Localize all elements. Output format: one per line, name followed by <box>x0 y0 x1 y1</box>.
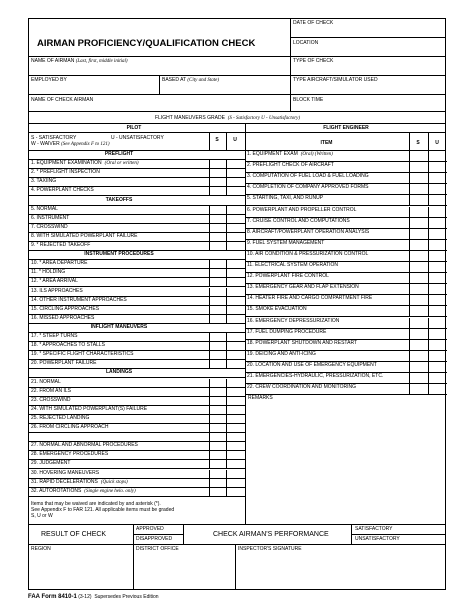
row-label: 15. CIRCLING APPROACHES <box>31 305 100 312</box>
section-heading-label: LANDINGS <box>105 369 133 376</box>
section-heading-label: INFLIGHT MANEUVERS <box>90 323 148 330</box>
legend-waiver: W - WAIVER (See Appendix F to 121) <box>31 141 110 147</box>
grade-u-cell[interactable] <box>226 224 246 233</box>
grade-s-cell[interactable] <box>209 406 227 415</box>
row-label: 2. * PREFLIGHT INSPECTION <box>31 169 100 176</box>
section-heading-label: TAKEOFFS <box>105 196 133 203</box>
remarks-field[interactable] <box>246 402 446 524</box>
grade-s-cell[interactable] <box>409 162 429 173</box>
waiver-note-2: See Appendix F to FAR 121. All applicable items must be graded <box>31 507 175 513</box>
unsatisfactory-option[interactable]: UNSATISFACTORY <box>355 536 400 542</box>
row-hint: (Oral or written) <box>104 161 139 167</box>
grade-u-cell[interactable] <box>226 460 246 469</box>
grade-s-cell[interactable] <box>209 206 227 215</box>
based-at-label: BASED AT (City and State) <box>162 77 220 83</box>
grade-s-cell[interactable] <box>209 333 227 342</box>
row-label: 25. REJECTED LANDING <box>31 414 90 421</box>
grade-u-cell[interactable] <box>226 333 246 342</box>
grade-s-cell[interactable] <box>209 224 227 233</box>
grade-u-cell[interactable] <box>428 295 448 306</box>
table-row <box>245 184 447 195</box>
row-label: 19. * SPECIFIC FLIGHT CHARACTERISTICS <box>31 351 134 358</box>
grade-s-cell[interactable] <box>209 488 227 497</box>
row-label: 10. * AREA DEPARTURE <box>31 260 88 267</box>
grade-line: FLIGHT MANEUVERS GRADE (S - Satisfactory U - Unsatisfactory) <box>155 115 301 121</box>
grade-s-cell[interactable] <box>409 195 429 206</box>
table-row <box>245 262 447 273</box>
grade-s-cell[interactable] <box>209 360 227 369</box>
row-label: 16. MISSED APPROACHES <box>31 314 95 321</box>
table-row <box>245 284 447 295</box>
grade-u-cell[interactable] <box>226 470 246 479</box>
row-label: 1. EQUIPMENT EXAMINATION <box>31 160 102 167</box>
section-heading <box>29 251 245 260</box>
table-row <box>245 273 447 284</box>
grade-s-cell[interactable] <box>209 178 227 187</box>
table-row <box>29 333 245 342</box>
table-row <box>29 224 245 233</box>
location-label: LOCATION <box>293 40 319 46</box>
table-row <box>245 329 447 340</box>
pilot-heading: PILOT <box>126 125 142 131</box>
grade-u-cell[interactable] <box>428 318 448 329</box>
row-label: 19. DEICING AND ANTI-ICING <box>247 350 316 357</box>
grade-s-cell[interactable] <box>209 442 227 451</box>
grade-s-cell[interactable] <box>409 306 429 317</box>
grade-s-cell[interactable] <box>409 240 429 251</box>
row-label: 31. RAPID DECELERATIONS <box>31 478 98 485</box>
grade-u-cell[interactable] <box>226 233 246 242</box>
grade-s-cell[interactable] <box>209 242 227 251</box>
grade-s-cell[interactable] <box>209 260 227 269</box>
grade-u-cell[interactable] <box>428 329 448 340</box>
row-label: 8. WITH SIMULATED POWERPLANT FAILURE <box>31 232 138 239</box>
grade-u-cell[interactable] <box>428 351 448 362</box>
row-label: 12. * AREA ARRIVAL <box>31 278 78 285</box>
inspector-signature-field[interactable] <box>236 552 446 589</box>
row-label: 12. POWERPLANT FIRE CONTROL <box>247 273 329 280</box>
grade-u-cell[interactable] <box>428 184 448 195</box>
grade-u-cell[interactable] <box>226 297 246 306</box>
engineer-col-u: U <box>435 140 439 146</box>
grade-u-cell[interactable] <box>226 288 246 297</box>
grade-s-cell[interactable] <box>409 262 429 273</box>
table-row <box>29 187 245 196</box>
grade-s-cell[interactable] <box>409 340 429 351</box>
grade-s-cell[interactable] <box>209 433 227 442</box>
row-label: 30. HOVERING MANEUVERS <box>31 469 100 476</box>
table-row <box>29 215 245 224</box>
table-row <box>29 379 245 388</box>
district-office-label: DISTRICT OFFICE <box>136 546 179 552</box>
satisfactory-option[interactable]: SATISFACTORY <box>355 526 393 532</box>
row-label: 7. CRUISE CONTROL AND COMPUTATIONS <box>247 217 350 224</box>
grade-s-cell[interactable] <box>209 297 227 306</box>
remarks-label: REMARKS <box>248 395 273 401</box>
grade-s-cell[interactable] <box>209 187 227 196</box>
table-row <box>29 178 245 187</box>
grade-s-cell[interactable] <box>209 288 227 297</box>
row-label: 7. CROSSWIND <box>31 223 68 230</box>
table-row <box>245 373 447 384</box>
table-row <box>245 218 447 229</box>
engineer-col-item: ITEM <box>320 140 333 146</box>
row-label: 17. * STEEP TURNS <box>31 333 78 339</box>
row-label: 21. NORMAL <box>31 378 61 385</box>
row-label: 28. EMERGENCY PROCEDURES <box>31 451 109 458</box>
form-title: AIRMAN PROFICIENCY/QUALIFICATION CHECK <box>37 38 256 49</box>
grade-u-cell[interactable] <box>428 273 448 284</box>
grade-s-cell[interactable] <box>209 379 227 388</box>
table-row <box>29 297 245 306</box>
grade-s-cell[interactable] <box>209 160 227 169</box>
grade-u-cell[interactable] <box>226 187 246 196</box>
table-row <box>29 351 245 360</box>
row-label: 6. POWERPLANT AND PROPELLER CONTROL <box>247 206 357 213</box>
grade-u-cell[interactable] <box>226 278 246 287</box>
row-label: 3. TAXIING <box>31 178 57 185</box>
row-label: 14. OTHER INSTRUMENT APPROACHES <box>31 296 127 303</box>
grade-s-cell[interactable] <box>209 451 227 460</box>
grade-u-cell[interactable] <box>428 284 448 295</box>
grade-u-cell[interactable] <box>226 160 246 169</box>
inspector-signature-label: INSPECTOR'S SIGNATURE <box>238 546 302 552</box>
grade-s-cell[interactable] <box>209 397 227 406</box>
type-of-check-label: TYPE OF CHECK <box>293 58 334 64</box>
table-row <box>245 340 447 351</box>
table-row <box>29 397 245 406</box>
result-of-check-label: RESULT OF CHECK <box>41 531 107 538</box>
name-of-airman-label: NAME OF AIRMAN (Last, first, middle initial) <box>31 58 128 64</box>
section-heading <box>29 324 245 333</box>
date-of-check-label: DATE OF CHECK <box>293 20 334 26</box>
row-label: 11. ELECTRICAL SYSTEM OPERATION <box>247 262 339 268</box>
table-row <box>245 151 447 162</box>
name-of-check-airman-label: NAME OF CHECK AIRMAN <box>31 97 94 103</box>
grade-u-cell[interactable] <box>226 351 246 360</box>
row-label: 4. COMPLETION OF COMPANY APPROVED FORMS <box>247 184 369 191</box>
row-label: 9. FUEL SYSTEM MANAGEMENT <box>247 239 325 246</box>
table-row <box>29 206 245 215</box>
legend-satisfactory: S - SATISFACTORY <box>31 135 77 141</box>
grade-s-cell[interactable] <box>409 184 429 195</box>
table-row <box>29 315 245 324</box>
grade-u-cell[interactable] <box>226 397 246 406</box>
grade-u-cell[interactable] <box>428 262 448 273</box>
table-row <box>29 488 245 497</box>
table-row <box>29 269 245 278</box>
grade-u-cell[interactable] <box>226 306 246 315</box>
grade-u-cell[interactable] <box>226 415 246 424</box>
grade-u-cell[interactable] <box>428 173 448 184</box>
grade-s-cell[interactable] <box>409 284 429 295</box>
grade-s-cell[interactable] <box>409 151 429 162</box>
table-row <box>245 362 447 373</box>
row-label: 32. AUTOROTATIONS <box>31 487 82 494</box>
grade-u-cell[interactable] <box>428 240 448 251</box>
grade-s-cell[interactable] <box>209 269 227 278</box>
table-row <box>245 229 447 240</box>
table-row <box>29 388 245 397</box>
table-row <box>29 260 245 269</box>
grade-s-cell[interactable] <box>409 207 429 218</box>
row-label: 3. COMPUTATION OF FUEL LOAD & FUEL LOADING <box>247 173 369 180</box>
table-row <box>29 415 245 424</box>
table-row <box>29 306 245 315</box>
table-row <box>29 233 245 242</box>
row-label: 29. JUDGEMENT <box>31 460 71 467</box>
grade-s-cell[interactable] <box>409 351 429 362</box>
section-heading-label: PREFLIGHT <box>104 151 134 157</box>
grade-u-cell[interactable] <box>226 424 246 433</box>
section-heading-label: INSTRUMENT PROCEDURES <box>84 251 154 258</box>
grade-s-cell[interactable] <box>409 218 429 229</box>
pilot-col-s: S <box>215 137 219 143</box>
row-label: 8. AIRCRAFT/POWERPLANT OPERATION ANALYSIS <box>247 228 370 235</box>
row-label: 21. EMERGENCIES-HYDRAULIC, PRESSURIZATION, ETC. <box>247 373 384 379</box>
waiver-note-3: S, U or W <box>31 513 53 519</box>
grade-u-cell[interactable] <box>226 206 246 215</box>
region-label: REGION <box>31 546 51 552</box>
grade-s-cell[interactable] <box>209 470 227 479</box>
row-label: 27. NORMAL AND ABNORMAL PROCEDURES <box>31 442 138 449</box>
grade-u-cell[interactable] <box>428 340 448 351</box>
table-row <box>29 242 245 251</box>
block-time-label: BLOCK TIME <box>293 97 324 103</box>
row-label: 24. WITH SIMULATED POWERPLANT(S) FAILURE <box>31 405 148 412</box>
table-row <box>29 424 245 433</box>
grade-u-cell[interactable] <box>226 433 246 442</box>
row-hint: (Oral) (Written) <box>300 152 333 157</box>
table-row <box>29 470 245 479</box>
engineer-col-s: S <box>416 140 420 146</box>
grade-s-cell[interactable] <box>409 173 429 184</box>
grade-s-cell[interactable] <box>209 460 227 469</box>
grade-s-cell[interactable] <box>209 351 227 360</box>
grade-s-cell[interactable] <box>209 388 227 397</box>
row-label: 13. ILS APPROACHES <box>31 287 83 294</box>
row-label: 26. FROM CIRCLING APPROACH <box>31 424 109 430</box>
row-label: 5. NORMAL <box>31 205 58 212</box>
grade-u-cell[interactable] <box>428 362 448 373</box>
grade-u-cell[interactable] <box>428 306 448 317</box>
grade-u-cell[interactable] <box>226 315 246 324</box>
row-label: 18. * APPROACHES TO STALLS <box>31 342 105 349</box>
table-row <box>29 460 245 469</box>
type-aircraft-label: TYPE AIRCRAFT/SIMULATOR USED <box>293 77 378 83</box>
grade-s-cell[interactable] <box>209 424 227 433</box>
grade-s-cell[interactable] <box>409 318 429 329</box>
row-label: 16. EMERGENCY DEPRESSURIZATION <box>247 317 340 324</box>
grade-u-cell[interactable] <box>226 488 246 497</box>
section-heading <box>29 197 245 206</box>
grade-s-cell[interactable] <box>209 215 227 224</box>
row-label: 9. * REJECTED TAKEOFF <box>31 242 91 248</box>
table-row <box>29 442 245 451</box>
proficiency-check-form <box>28 18 446 590</box>
row-label: 20. LOCATION AND USE OF EMERGENCY EQUIPMENT <box>247 361 377 368</box>
grade-s-cell[interactable] <box>209 169 227 178</box>
row-label: 5. STARTING, TAXI, AND RUNUP <box>247 195 324 202</box>
row-label: 4. POWERPLANT CHECKS <box>31 187 94 194</box>
grade-s-cell[interactable] <box>209 342 227 351</box>
grade-s-cell[interactable] <box>409 229 429 240</box>
grade-u-cell[interactable] <box>428 251 448 262</box>
grade-u-cell[interactable] <box>226 269 246 278</box>
table-row <box>29 406 245 415</box>
table-row <box>245 306 447 317</box>
row-label: 22. CREW COORDINATION AND MONITORING <box>247 384 356 391</box>
row-label: 10. AIR CONDITION & PRESSURIZATION CONTROL <box>247 250 369 257</box>
grade-u-cell[interactable] <box>226 242 246 251</box>
table-row <box>245 195 447 206</box>
table-row <box>245 318 447 329</box>
grade-u-cell[interactable] <box>428 162 448 173</box>
table-row <box>245 207 447 218</box>
table-row <box>245 162 447 173</box>
grade-u-cell[interactable] <box>428 195 448 206</box>
grade-u-cell[interactable] <box>226 342 246 351</box>
disapproved-option[interactable]: DISAPPROVED <box>136 536 173 542</box>
grade-s-cell[interactable] <box>409 362 429 373</box>
grade-u-cell[interactable] <box>428 373 448 384</box>
check-airman-performance-label: CHECK AIRMAN'S PERFORMANCE <box>213 531 329 538</box>
grade-u-cell[interactable] <box>428 151 448 162</box>
row-label: 20. POWERPLANT FAILURE <box>31 360 97 367</box>
region-field[interactable] <box>29 552 133 589</box>
grade-u-cell[interactable] <box>428 229 448 240</box>
grade-s-cell[interactable] <box>209 233 227 242</box>
grade-s-cell[interactable] <box>209 415 227 424</box>
waiver-note-1: Items that may be waived are indicated by and asterisk (*). <box>31 501 161 507</box>
table-row <box>29 342 245 351</box>
table-row <box>29 278 245 287</box>
employed-by-label: EMPLOYED BY <box>31 77 67 83</box>
row-label: 18. POWERPLANT SHUTDOWN AND RESTART <box>247 339 358 346</box>
grade-s-cell[interactable] <box>409 295 429 306</box>
row-hint: (Single engine helo. only) <box>84 488 136 494</box>
row-label: 6. INSTRUMENT <box>31 214 70 221</box>
grade-u-cell[interactable] <box>226 379 246 388</box>
row-label: 1. EQUIPMENT EXAM <box>247 151 298 157</box>
row-label: 11. * HOLDING <box>31 269 66 276</box>
form-footer: FAA Form 8410-1 (3-12) Supersedes Previous Edition <box>28 594 159 600</box>
grade-u-cell[interactable] <box>226 178 246 187</box>
table-row <box>29 288 245 297</box>
grade-u-cell[interactable] <box>428 207 448 218</box>
grade-u-cell[interactable] <box>226 479 246 488</box>
table-row <box>29 479 245 488</box>
row-label: 14. HEATER FIRE AND CARGO COMPARTMENT FIRE <box>247 295 373 302</box>
grade-u-cell[interactable] <box>226 360 246 369</box>
approved-option[interactable]: APPROVED <box>136 526 164 532</box>
grade-s-cell[interactable] <box>409 373 429 384</box>
row-hint: (Quick stops) <box>100 479 128 485</box>
grade-s-cell[interactable] <box>209 306 227 315</box>
grade-u-cell[interactable] <box>428 384 448 395</box>
row-label: 13. EMERGENCY GEAR AND FLAP EXTENSION <box>247 284 359 291</box>
table-row <box>29 451 245 460</box>
grade-u-cell[interactable] <box>226 169 246 178</box>
table-row <box>29 360 245 369</box>
grade-s-cell[interactable] <box>209 479 227 488</box>
table-row <box>245 251 447 262</box>
grade-s-cell[interactable] <box>409 273 429 284</box>
grade-u-cell[interactable] <box>226 388 246 397</box>
grade-s-cell[interactable] <box>409 384 429 395</box>
table-row <box>245 240 447 251</box>
pilot-col-u: U <box>233 137 237 143</box>
table-row <box>29 169 245 178</box>
grade-u-cell[interactable] <box>428 218 448 229</box>
row-label: 15. SMOKE EVACUATION <box>247 306 307 313</box>
grade-s-cell[interactable] <box>209 278 227 287</box>
grade-u-cell[interactable] <box>226 451 246 460</box>
grade-u-cell[interactable] <box>226 442 246 451</box>
table-row <box>245 384 447 395</box>
legend-unsatisfactory: U - UNSATISFACTORY <box>111 135 164 141</box>
district-office-field[interactable] <box>134 552 235 589</box>
grade-u-cell[interactable] <box>226 406 246 415</box>
row-label: 23. CROSSWIND <box>31 396 71 403</box>
grade-u-cell[interactable] <box>226 260 246 269</box>
table-row <box>245 351 447 362</box>
table-row <box>245 173 447 184</box>
table-row <box>29 433 245 442</box>
table-row <box>29 160 245 169</box>
row-label: 2. PREFLIGHT CHECK OF AIRCRAFT <box>247 162 334 169</box>
row-label: 17. FUEL DUMPING PROCEDURE <box>247 328 327 335</box>
section-heading <box>29 369 245 378</box>
engineer-heading: FLIGHT ENGINEER <box>323 125 369 131</box>
grade-s-cell[interactable] <box>409 329 429 340</box>
section-heading <box>29 151 245 160</box>
row-label: 22. FROM AN ILS <box>31 387 72 394</box>
table-row <box>245 295 447 306</box>
grade-s-cell[interactable] <box>409 251 429 262</box>
grade-u-cell[interactable] <box>226 215 246 224</box>
grade-s-cell[interactable] <box>209 315 227 324</box>
